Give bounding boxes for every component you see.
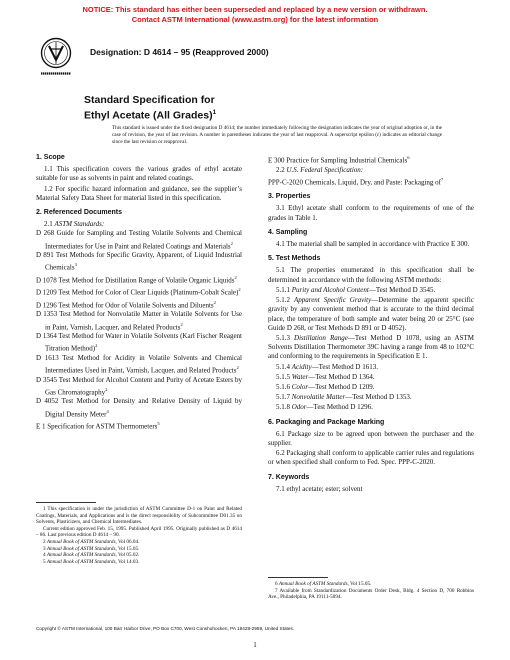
reference-item-e300 bbox=[268, 153, 474, 166]
subsection-number: 2.1 bbox=[44, 220, 55, 229]
reference-text: D 1364 Test Method for Water in Volatile Solvents (Karl Fischer Reagent Titration Method) bbox=[36, 332, 242, 353]
footnote-book-title: Annual Book of ASTM Standards bbox=[46, 545, 116, 552]
clause-title: Purity and Alcohol Content bbox=[291, 285, 369, 294]
right-column bbox=[268, 153, 474, 495]
footnote-volume: , Vol 15.05. bbox=[115, 545, 140, 552]
clause-title: Odor bbox=[291, 403, 307, 412]
section-heading-packaging: 6. Packaging and Package Marking bbox=[268, 418, 385, 426]
astm-logo-icon bbox=[40, 36, 72, 80]
footnote-2 bbox=[36, 539, 242, 546]
subsection-astm-standards bbox=[36, 220, 242, 229]
clause-text: —Test Method D 1353. bbox=[345, 393, 412, 402]
footnote-number: 2 bbox=[43, 538, 47, 545]
reference-item bbox=[36, 229, 242, 251]
footnote-marker: 2 bbox=[238, 287, 241, 293]
title-text: Ethyl Acetate (All Grades) bbox=[84, 109, 213, 121]
reference-text: D 1209 Test Method for Color of Clear Liquids (Platinum-Cobalt Scale) bbox=[36, 288, 239, 297]
designation: Designation: D 4614 – 95 (Reapproved 2000) bbox=[90, 47, 269, 57]
footnote-marker: 4 bbox=[106, 408, 109, 414]
paragraph-3-1: 3.1 Ethyl acetate shall conform to the requirements of one of the grades in Table 1. bbox=[268, 204, 474, 222]
paragraph-5-1-2 bbox=[268, 296, 474, 333]
page-number: 1 bbox=[253, 641, 257, 649]
reference-text: PPP-C-2020 Chemicals, Liquid, Dry, and Paste: Packaging of bbox=[268, 178, 441, 187]
footnote-marker: 3 bbox=[74, 262, 77, 268]
reference-text: E 1 Specification for ASTM Thermometers bbox=[36, 422, 158, 431]
clause-text: —Determine the apparent specific gravity by any convenient method that is accurate to the third decimal place, the temperature of both sample and water being 20 or 25°C (see Guide D 268, or Test Methods D 891 or D 4052). bbox=[268, 296, 474, 332]
paragraph-5-1-7 bbox=[268, 393, 474, 402]
paragraph-5-1-4 bbox=[268, 363, 474, 372]
reference-item bbox=[36, 397, 242, 419]
reference-item bbox=[36, 273, 242, 286]
paragraph-6-1: 6.1 Package size to be agreed upon between the purchaser and the supplier. bbox=[268, 429, 474, 447]
footnote-divider-right bbox=[268, 577, 328, 578]
footnote-4 bbox=[36, 552, 242, 559]
clause-title: Distillation Range bbox=[294, 333, 348, 342]
clause-number: 5.1.7 bbox=[276, 393, 292, 402]
title-line-2 bbox=[84, 107, 216, 122]
title-footnote-marker: 1 bbox=[212, 108, 217, 116]
clause-number: 5.1.8 bbox=[276, 403, 292, 412]
section-heading-referenced-documents: 2. Referenced Documents bbox=[36, 209, 122, 217]
footnote-volume: , Vol 06.04. bbox=[115, 538, 140, 545]
footnote-book-title: Annual Book of ASTM Standards bbox=[46, 558, 116, 565]
footnote-marker: 2 bbox=[180, 321, 183, 327]
section-heading-properties: 3. Properties bbox=[268, 193, 311, 201]
clause-text: —Test Method D 1078, using an ASTM Solvents Distillation Thermometer 39C having a range from 48 to 102°C and conforming to the requirements in Specification E 1. bbox=[268, 333, 475, 361]
footnote-7: 7 Available from Standardization Documents Order Desk, Bldg. 4 Section D, 700 Robbins Ave., Philadelphia, PA 19111-5094. bbox=[268, 587, 474, 601]
left-column bbox=[36, 153, 242, 432]
footnote-divider-left bbox=[36, 502, 96, 503]
footnote-number: 3 bbox=[43, 545, 47, 552]
footnote-volume: , Vol 15.05. bbox=[347, 581, 372, 587]
footnote-marker: 2 bbox=[236, 365, 239, 371]
reference-item bbox=[36, 310, 242, 332]
footnote-volume: , Vol 14.03. bbox=[115, 558, 140, 565]
reference-text: D 268 Guide for Sampling and Testing Volatile Solvents and Chemical Intermediates for Use in Paint and Related Coatings and Materials bbox=[36, 229, 242, 250]
reference-text: D 1078 Test Method for Distillation Range of Volatile Organic Liquids bbox=[36, 276, 235, 285]
footnote-marker: 2 bbox=[105, 386, 108, 392]
clause-title: Apparent Specific Gravity bbox=[293, 296, 372, 305]
withdrawal-notice bbox=[0, 5, 510, 24]
footnote-number: 5 bbox=[43, 558, 47, 565]
paragraph-1-1: 1.1 This specification covers the various grades of ethyl acetate suitable for use as solvents in paint and related coatings. bbox=[36, 165, 242, 183]
reference-text: D 3545 Test Method for Alcohol Content and Purity of Acetate Esters by Gas Chromatography bbox=[36, 375, 242, 397]
footnote-number: 6 bbox=[275, 581, 279, 587]
reference-text: D 4052 Test Method for Density and Relative Density of Liquid by Digital Density Meter bbox=[36, 397, 242, 418]
reference-text: D 1613 Test Method for Acidity in Volatile Solvents and Chemical Intermediates Used in Paint, Varnish, Lacquer, and Related Products bbox=[36, 353, 242, 375]
paragraph-5-1-8 bbox=[268, 403, 474, 412]
notice-line-2: Contact ASTM International (www.astm.org) for the latest information bbox=[131, 14, 379, 24]
reference-item bbox=[36, 376, 242, 398]
reference-item bbox=[36, 251, 242, 273]
reference-item bbox=[36, 419, 242, 432]
footnote-marker: 6 bbox=[407, 155, 410, 160]
subsection-number: 2.2 bbox=[276, 165, 287, 174]
footnote-number: 4 bbox=[43, 552, 47, 559]
issued-note: This standard is issued under the fixed designation D 4614; the number immediately following the designation indicates the year of original adoption or, in the case of revision, the year of last revision. A number in parentheses indicates the year of last reapproval. A superscript epsilon (ε) indicates an editorial change since the last revision or reapproval. bbox=[112, 125, 442, 145]
clause-number: 5.1.6 bbox=[276, 382, 292, 391]
section-heading-keywords: 7. Keywords bbox=[268, 473, 310, 481]
footnote-marker: 2 bbox=[213, 299, 216, 305]
footnotes-left bbox=[36, 506, 242, 565]
reference-item bbox=[36, 298, 242, 311]
footnote-marker: 2 bbox=[230, 240, 233, 246]
reference-text: D 1296 Test Method for Odor of Volatile Solvents and Diluents bbox=[36, 301, 214, 310]
footnote-book-title: Annual Book of ASTM Standards bbox=[46, 552, 116, 559]
footnote-1-edition: Current edition approved Feb. 15, 1995. Published April 1995. Originally published as D 4614 – 86. Last previous edition D 4614 – 90. bbox=[36, 525, 242, 539]
clause-number: 5.1.3 bbox=[276, 333, 295, 342]
paragraph-6-2: 6.2 Packaging shall conform to applicable carrier rules and regulations or when specified shall conform to Fed. Spec. PPP-C-2020. bbox=[268, 449, 474, 467]
clause-text: —Test Method D 1296. bbox=[306, 403, 373, 412]
document-title bbox=[84, 94, 216, 122]
paragraph-7-1: 7.1 ethyl acetate; ester; solvent bbox=[276, 484, 363, 493]
subsection-title: U.S. Federal Specification: bbox=[286, 165, 364, 174]
footnote-marker: 2 bbox=[95, 343, 98, 349]
footnote-marker: 5 bbox=[157, 421, 160, 427]
paragraph-5-1: 5.1 The properties enumerated in this specification shall be determined in accordance with the following ASTM methods: bbox=[268, 266, 474, 284]
clause-text: —Test Method D 1613. bbox=[311, 362, 378, 371]
reference-text: D 1353 Test Method for Nonvolatile Matter in Volatile Solvents for Use in Paint, Varnish, Lacquer, and Related Products bbox=[36, 310, 242, 332]
clause-number: 5.1.5 bbox=[276, 372, 292, 381]
section-heading-sampling: 4. Sampling bbox=[268, 228, 308, 236]
reference-item-ppp bbox=[268, 175, 474, 188]
clause-title: Acidity bbox=[291, 362, 312, 371]
section-heading-test-methods: 5. Test Methods bbox=[268, 255, 321, 263]
clause-text: —Test Method D 1364. bbox=[308, 372, 375, 381]
paragraph-5-1-5 bbox=[268, 373, 474, 382]
clause-title: Water bbox=[291, 372, 309, 381]
footnote-6 bbox=[268, 581, 474, 588]
footnote-marker: 7 bbox=[440, 176, 444, 182]
clause-text: —Test Method D 3545. bbox=[368, 285, 436, 294]
reference-text: D 891 Test Methods for Specific Gravity, Apparent, of Liquid Industrial Chemicals bbox=[36, 251, 242, 272]
clause-number: 5.1.2 bbox=[276, 296, 294, 305]
footnote-marker: 2 bbox=[234, 274, 237, 280]
clause-title: Color bbox=[291, 382, 309, 391]
reference-text: E 300 Practice for Sampling Industrial Chemicals bbox=[268, 156, 408, 165]
clause-title: Nonvolatile Matter bbox=[291, 393, 346, 402]
reference-item bbox=[36, 332, 242, 354]
footnote-1: 1 This specification is under the jurisdiction of ASTM Committee D-1 on Paint and Related Coatings, Materials, and Applications and is the direct responsibility of Subcommittee D01.35 on Solvents, Plasticizers, and Chemical Intermediates. bbox=[36, 506, 242, 526]
paragraph-1-2: 1.2 For specific hazard information and guidance, see the supplier’s Material Safety Data Sheet for material listed in this specification. bbox=[36, 184, 242, 202]
notice-line-1: NOTICE: This standard has either been superseded and replaced by a new version or withdrawn. bbox=[82, 5, 428, 14]
paragraph-5-1-1 bbox=[268, 286, 474, 295]
paragraph-5-1-6 bbox=[268, 383, 474, 392]
clause-number: 5.1.1 bbox=[276, 285, 292, 294]
reference-item bbox=[36, 285, 242, 298]
footnote-volume: , Vol 05.02. bbox=[115, 552, 140, 559]
copyright-line: Copyright © ASTM International, 100 Barr Harbor Drive, PO Box C700, West Conshohocken, PA 19428-2959, United States. bbox=[36, 626, 295, 631]
subsection-federal-spec bbox=[268, 166, 474, 175]
clause-text: —Test Method D 1209. bbox=[308, 382, 375, 391]
reference-item bbox=[36, 354, 242, 376]
footnotes-right bbox=[268, 581, 474, 601]
paragraph-4-1: 4.1 The material shall be sampled in accordance with Practice E 300. bbox=[276, 240, 470, 249]
clause-number: 5.1.4 bbox=[276, 362, 292, 371]
title-line-1: Standard Specification for bbox=[84, 94, 215, 106]
section-heading-scope: 1. Scope bbox=[36, 154, 65, 161]
footnote-book-title: Annual Book of ASTM Standards bbox=[278, 581, 348, 587]
paragraph-5-1-3 bbox=[268, 334, 474, 362]
footnote-book-title: Annual Book of ASTM Standards bbox=[46, 538, 116, 545]
footnote-5 bbox=[36, 559, 242, 566]
subsection-title: ASTM Standards: bbox=[54, 220, 105, 229]
